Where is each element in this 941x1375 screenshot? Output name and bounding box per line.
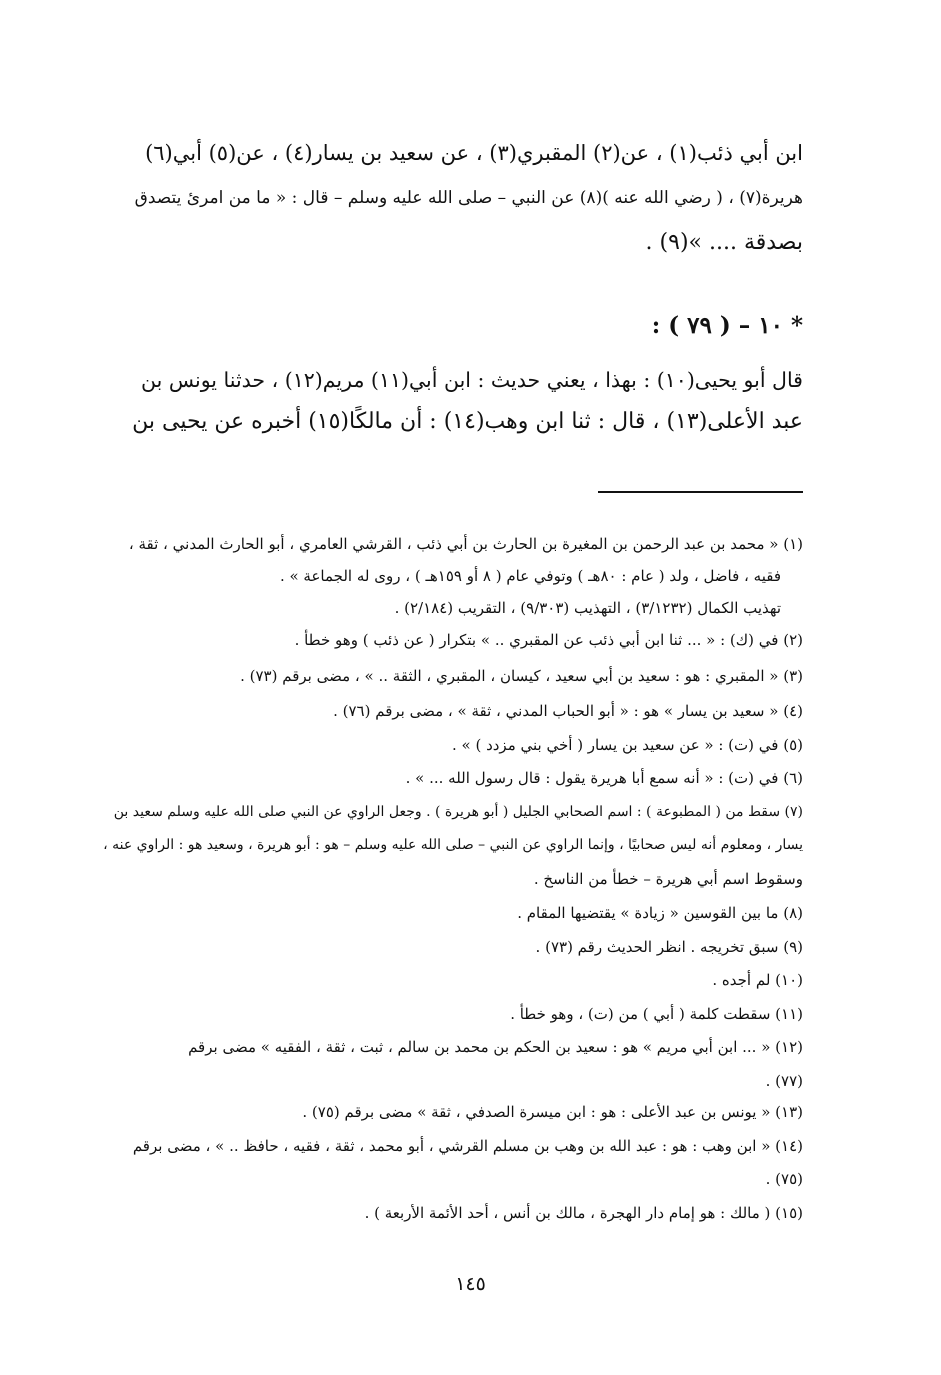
footnote-line: (١٤) « ابن وهب : هو : عبد الله بن وهب بن مسلم القرشي ، أبو محمد ، ثقة ، فقيه ، حافظ .. » ، مضى برقم bbox=[132, 1137, 803, 1155]
main-line: قال أبو يحيى(١٠) : بهذا ، يعني حديث : ابن أبي(١١) مريم(١٢) ، حدثنا يونس بن bbox=[141, 368, 803, 392]
footnote-line: (٢) في (ك) : « ... ثنا ابن أبي ذئب عن المقبري .. » بتكرار ( عن ذئب ) وهو خطأ . bbox=[294, 631, 803, 649]
footnote-line: (٧) سقط من ( المطبوعة ) : اسم الصحابي الجليل ( أبو هريرة ) . وجعل الراوي عن النبي صلى الله عليه وسلم سعيد بن bbox=[113, 804, 803, 820]
footnote-line: (١٠) لم أجده . bbox=[712, 971, 803, 989]
footnote-line: وسقوط اسم أبي هريرة – خطأ من الناسخ . bbox=[533, 870, 803, 888]
main-line: هريرة(٧) ، ( رضي الله عنه )(٨) عن النبي – صلى الله عليه وسلم – قال : « ما من امرئ يتصدق bbox=[134, 188, 803, 208]
footnote-line: (٦) في (ت) : « أنه سمع أبا هريرة يقول : قال رسول الله ... » . bbox=[405, 769, 803, 787]
footnote-line: (٧٥) . bbox=[765, 1170, 803, 1188]
footnote-line: يسار ، ومعلوم أنه ليس صحابيًا ، وإنما الراوي عن النبي – صلى الله عليه وسلم – هو : أبو هريرة ، وسعيد هو : الراوي عنه ، bbox=[103, 837, 803, 853]
footnote-line: (١) « محمد بن عبد الرحمن بن المغيرة بن الحارث بن أبي ذئب ، القرشي العامري ، أبو الحارث المدني ، ثقة ، bbox=[128, 535, 803, 553]
footnote-line: (٨) ما بين القوسين « زيادة » يقتضيها المقام . bbox=[517, 904, 803, 922]
footnote-line: (٥) في (ت) : « عن سعيد بن يسار ( أخي بني مزدد ) » . bbox=[451, 736, 803, 754]
footnote-line: (٣) « المقبري : هو : سعيد بن أبي سعيد ، كيسان ، المقبري ، الثقة .. » ، مضى برقم (٧٣) . bbox=[240, 667, 803, 685]
footnote-line: (٩) سبق تخريجه . انظر الحديث رقم (٧٣) . bbox=[535, 938, 803, 956]
footnote-line: (٧٧) . bbox=[765, 1072, 803, 1090]
footnote-separator bbox=[598, 491, 803, 493]
main-line: بصدقة .... »(٩) . bbox=[645, 230, 803, 255]
footnote-line: فقيه ، فاضل ، ولد ( عام : ٨٠هـ ) وتوفي عام ( ٨ أو ١٥٩هـ ) ، روى له الجماعة » . bbox=[279, 567, 781, 585]
footnote-line: (١٢) « ... ابن أبي مريم » هو : سعيد بن الحكم بن محمد بن سالم ، ثبت ، ثقة ، الفقيه » مضى برقم bbox=[188, 1038, 803, 1056]
footnote-line: (١٣) « يونس بن عبد الأعلى : هو : ابن ميسرة الصدفي ، ثقة » مضى برقم (٧٥) . bbox=[302, 1103, 803, 1121]
footnote-line: (١١) سقطت كلمة ( أبي ) من (ت) ، وهو خطأ . bbox=[510, 1005, 803, 1023]
page-number: ١٤٥ bbox=[455, 1273, 486, 1295]
footnote-line: تهذيب الكمال (٣/١٢٣٢) ، التهذيب (٩/٣٠٣) ، التقريب (٢/١٨٤) . bbox=[394, 599, 781, 617]
main-line: عبد الأعلى(١٣) ، قال : ثنا ابن وهب(١٤) : أن مالكًا(١٥) أخبره عن يحيى بن bbox=[132, 409, 803, 434]
footnote-line: (٤) « سعيد بن يسار » هو : « أبو الحباب المدني ، ثقة » ، مضى برقم (٧٦) . bbox=[333, 702, 803, 720]
footnote-line: (١٥) ( مالك : هو إمام دار الهجرة ، مالك بن أنس ، أحد الأئمة الأربعة ) . bbox=[364, 1204, 803, 1222]
hadith-heading: * ١٠ – ( ٧٩ ) : bbox=[651, 312, 803, 339]
main-line: ابن أبي ذئب(١) ، عن(٢) المقبري(٣) ، عن سعيد بن يسار(٤) ، عن(٥) أبي(٦) bbox=[145, 141, 803, 165]
